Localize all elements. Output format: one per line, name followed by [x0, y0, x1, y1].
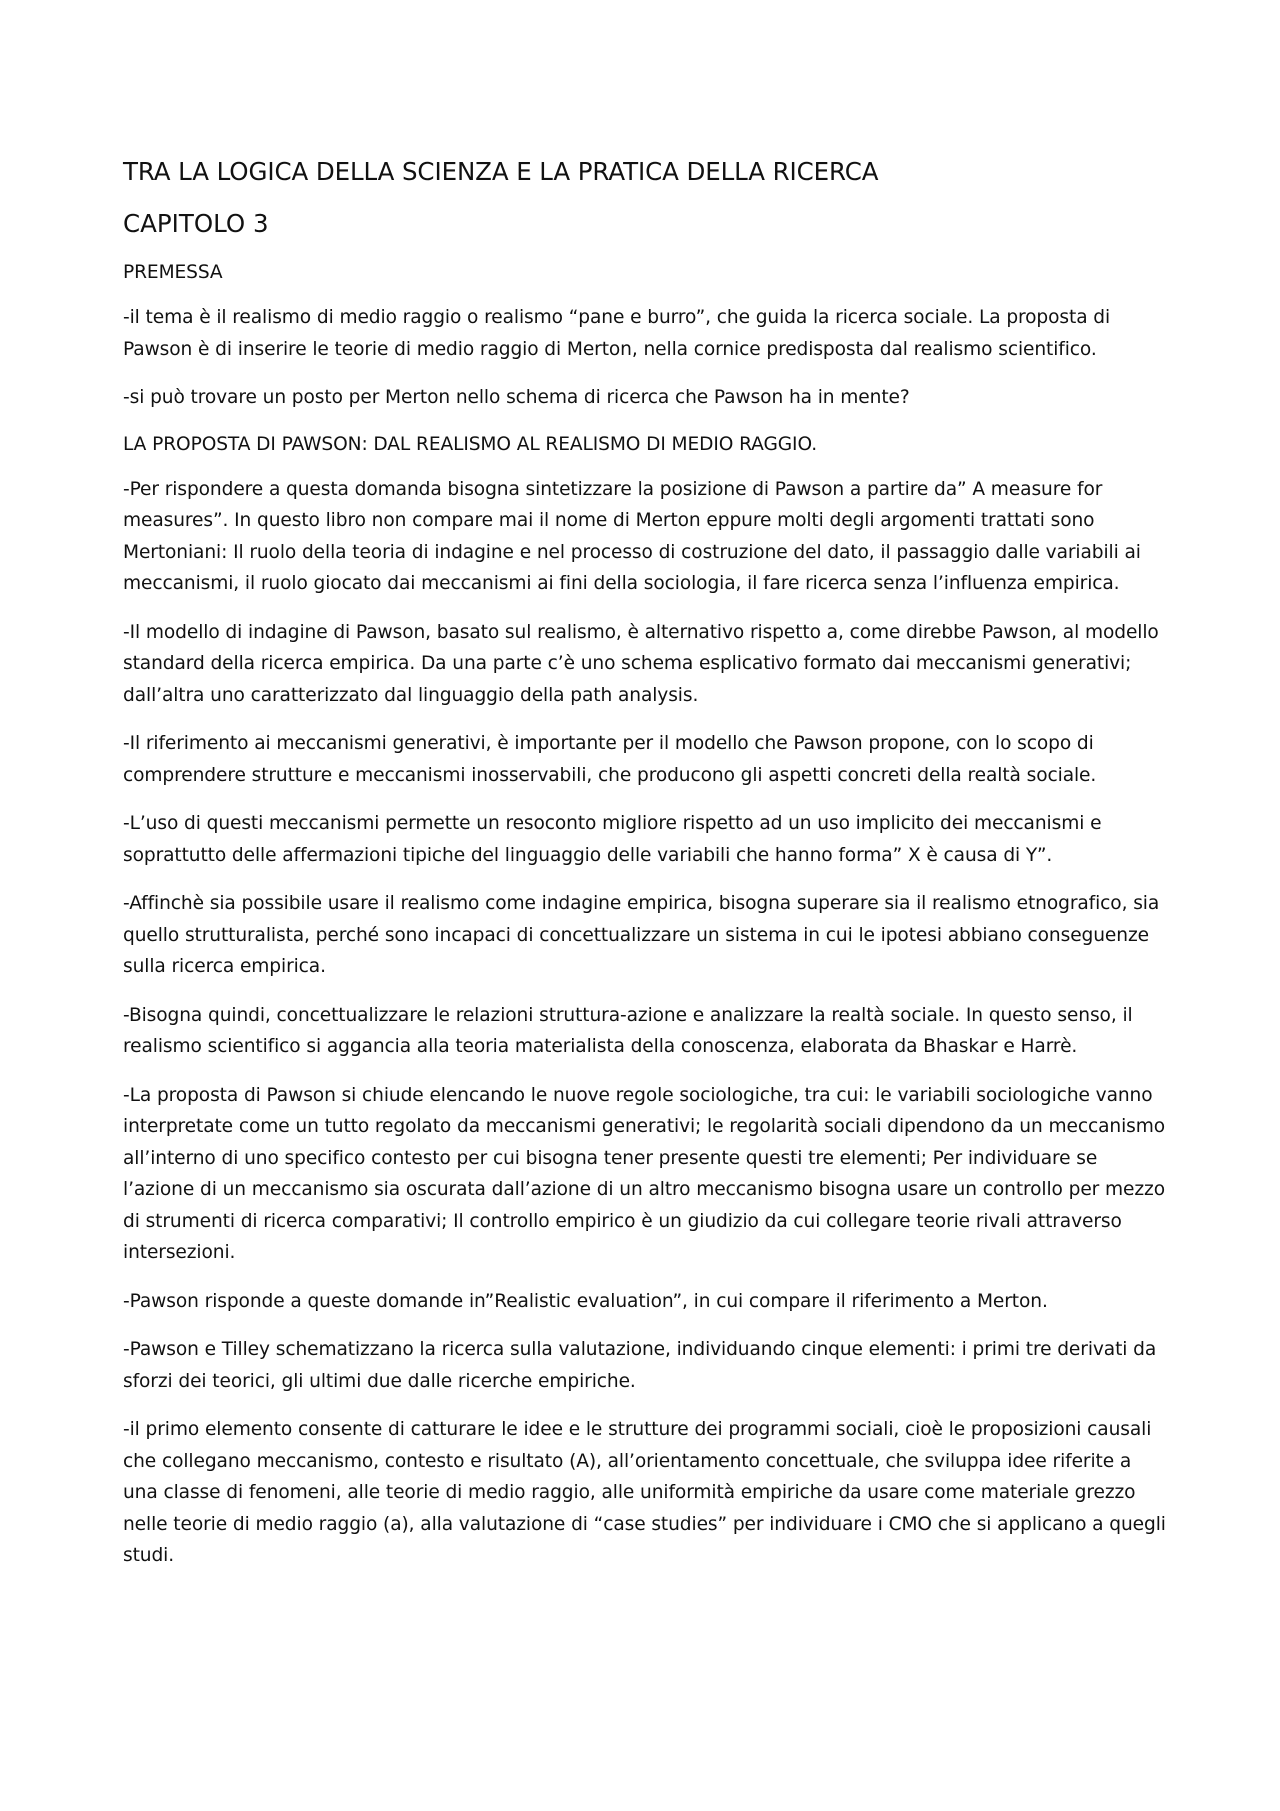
paragraph: -La proposta di Pawson si chiude elencando le nuove regole sociologiche, tra cui: le variabili sociologiche vanno interpretate come un tutto regolato da meccanismi generativi; le regolarità sociali dipendono da un meccanismo all’interno di uno specifico contesto per cui bisogna tener presente questi tre elementi; Per individuare se l’azione di un meccanismo sia oscurata dall’azione di un altro meccanismo bisogna usare un controllo per mezzo di strumenti di ricerca comparativi; Il controllo empirico è un giudizio da cui collegare teorie rivali attraverso intersezioni. — [123, 1084, 1166, 1263]
document-body — [123, 156, 1168, 1589]
section-heading-premessa: PREMESSA — [123, 262, 223, 283]
paragraph: -Pawson risponde a queste domande in”Realistic evaluation”, in cui compare il riferimento a Merton. — [123, 1290, 1048, 1312]
chapter-heading: CAPITOLO 3 — [123, 209, 269, 238]
paragraph: -L’uso di questi meccanismi permette un resoconto migliore rispetto ad un uso implicito dei meccanismi e soprattutto delle affermazioni tipiche del linguaggio delle variabili che hanno forma” X è causa di Y”. — [123, 813, 1102, 866]
document-title: TRA LA LOGICA DELLA SCIENZA E LA PRATICA DELLA RICERCA — [123, 157, 879, 186]
section-heading-proposta: LA PROPOSTA DI PAWSON: DAL REALISMO AL REALISMO DI MEDIO RAGGIO. — [123, 433, 818, 455]
paragraph: -Per rispondere a questa domanda bisogna sintetizzare la posizione di Pawson a partire da” A measure for measures”. In questo libro non compare mai il nome di Merton eppure molti degli argomenti trattati sono Mertoniani: Il ruolo della teoria di indagine e nel processo di costruzione del dato, il passaggio dalle variabili ai meccanismi, il ruolo giocato dai meccanismi ai fini della sociologia, il fare ricerca senza l’influenza empirica. — [123, 478, 1141, 594]
paragraph: -Bisogna quindi, concettualizzare le relazioni struttura-azione e analizzare la realtà sociale. In questo senso, il realismo scientifico si aggancia alla teoria materialista della conoscenza, elaborata da Bhaskar e Harrè. — [123, 1004, 1133, 1057]
paragraph: -Affinchè sia possibile usare il realismo come indagine empirica, bisogna superare sia il realismo etnografico, sia quello strutturalista, perché sono incapaci di concettualizzare un sistema in cui le ipotesi abbiano conseguenze sulla ricerca empirica. — [123, 893, 1160, 977]
paragraph: -Il modello di indagine di Pawson, basato sul realismo, è alternativo rispetto a, come direbbe Pawson, al modello standard della ricerca empirica. Da una parte c’è uno schema esplicativo formato dai meccanismi generativi; dall’altra uno caratterizzato dal linguaggio della path analysis. — [123, 621, 1159, 706]
paragraph: -Pawson e Tilley schematizzano la ricerca sulla valutazione, individuando cinque elementi: i primi tre derivati da sforzi dei teorici, gli ultimi due dalle ricerche empiriche. — [123, 1339, 1157, 1392]
paragraph: -si può trovare un posto per Merton nello schema di ricerca che Pawson ha in mente? — [123, 387, 910, 408]
paragraph: -Il riferimento ai meccanismi generativi, è importante per il modello che Pawson propone, con lo scopo di comprendere strutture e meccanismi inosservabili, che producono gli aspetti concreti della realtà sociale. — [123, 733, 1097, 786]
paragraph: -il tema è il realismo di medio raggio o realismo “pane e burro”, che guida la ricerca sociale. La proposta di Pawson è di inserire le teorie di medio raggio di Merton, nella cornice predisposta dal realismo scientifico. — [123, 307, 1111, 360]
paragraph: -il primo elemento consente di catturare le idee e le strutture dei programmi sociali, cioè le proposizioni causali che collegano meccanismo, contesto e risultato (A), all’orientamento concettuale, che sviluppa idee riferite a una classe di fenomeni, alle teorie di medio raggio, alle uniformità empiriche da usare come materiale grezzo nelle teorie di medio raggio (a), alla valutazione di “case studies” per individuare i CMO che si applicano a quegli studi. — [123, 1419, 1166, 1566]
